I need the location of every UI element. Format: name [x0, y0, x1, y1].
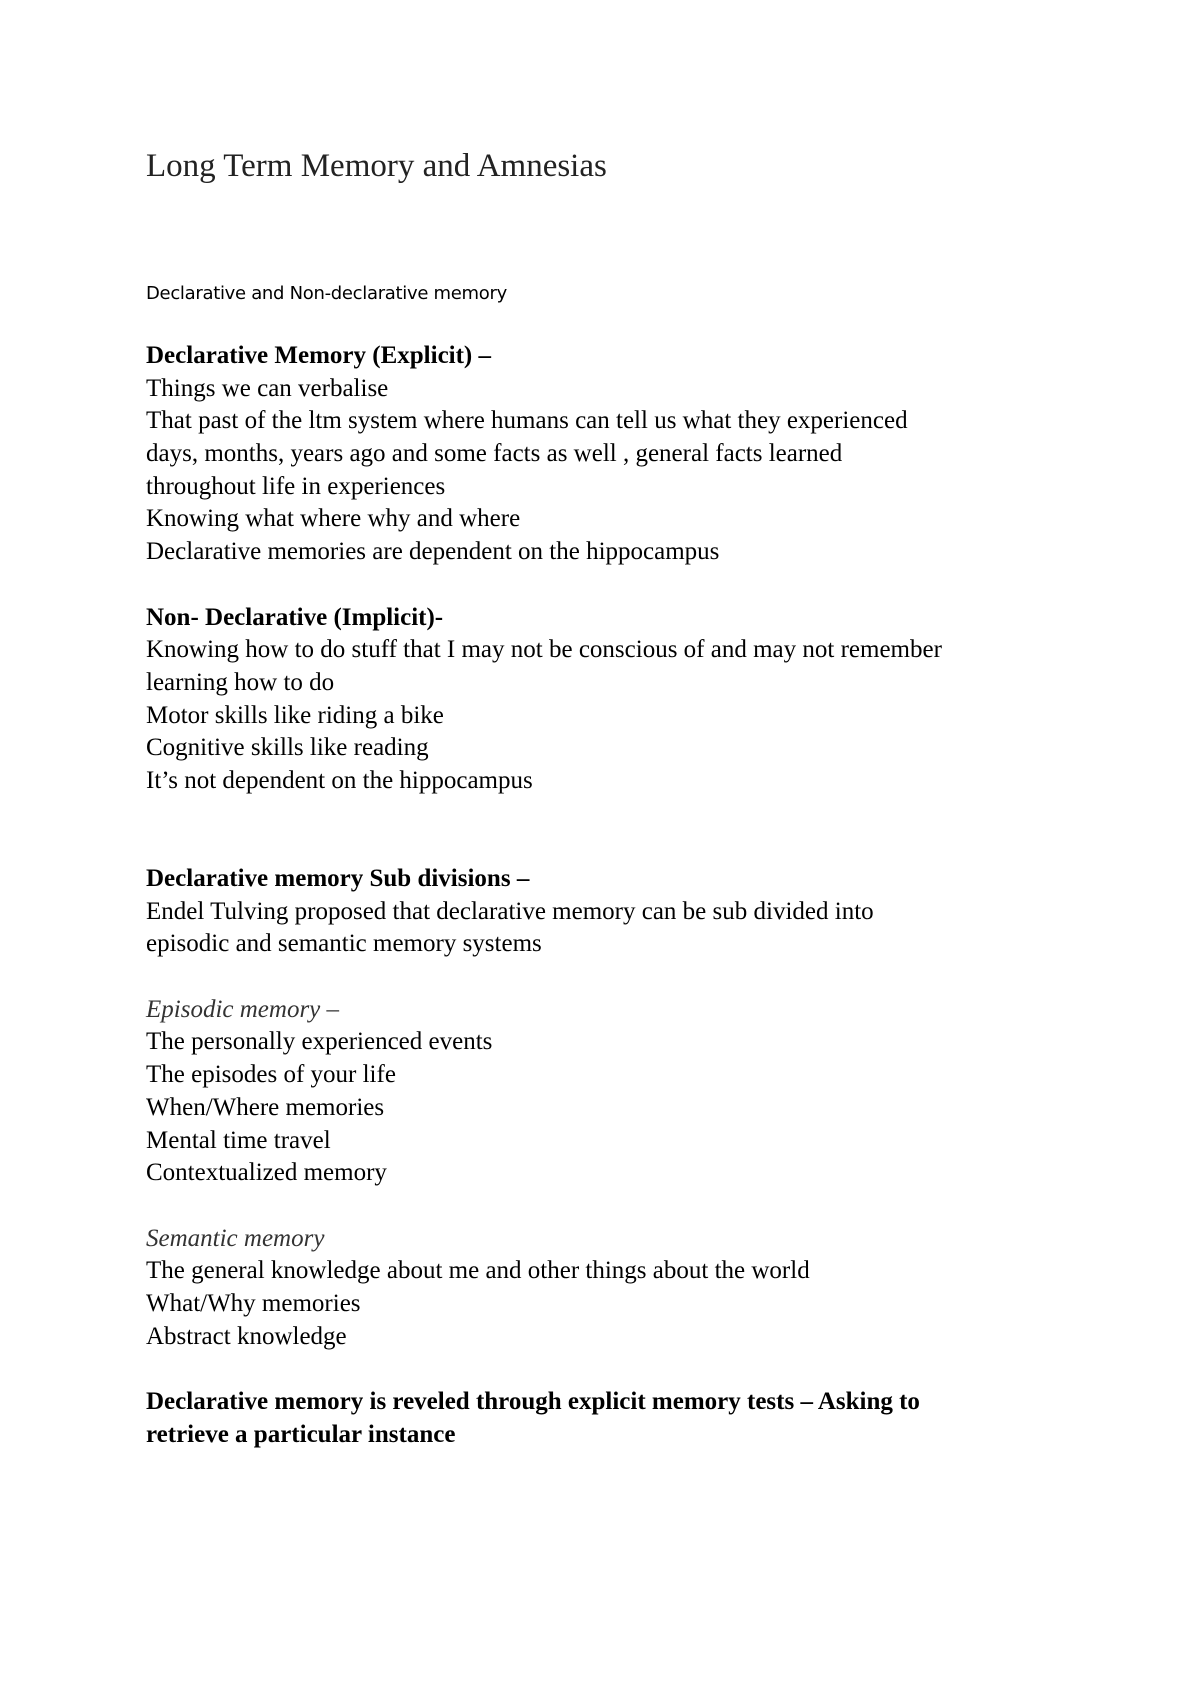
declarative-line: Things we can verbalise: [146, 374, 389, 402]
declarative-line: throughout life in experiences: [146, 472, 446, 500]
non-declarative-line: Cognitive skills like reading: [146, 734, 429, 762]
subdivisions-line: Endel Tulving proposed that declarative memory can be sub divided into: [146, 897, 874, 925]
non-declarative-line: Knowing how to do stuff that I may not be conscious of and may not remember: [146, 636, 942, 664]
document-body: [146, 340, 942, 1451]
semantic-heading: Semantic memory: [146, 1224, 325, 1252]
declarative-line: Declarative memories are dependent on the hippocampus: [146, 538, 720, 566]
conclusion-line: retrieve a particular instance: [146, 1420, 456, 1448]
spacer: [146, 569, 942, 602]
document-subtitle: Declarative and Non-declarative memory: [146, 283, 507, 304]
declarative-line: That past of the ltm system where humans can tell us what they experienced: [146, 407, 908, 435]
semantic-line: The general knowledge about me and other things about the world: [146, 1257, 810, 1285]
episodic-line: The episodes of your life: [146, 1061, 396, 1089]
semantic-line: Abstract knowledge: [146, 1322, 347, 1350]
document-title: Long Term Memory and Amnesias: [146, 148, 607, 184]
episodic-line: The personally experienced events: [146, 1028, 493, 1056]
spacer: [146, 1353, 942, 1386]
declarative-heading: Declarative Memory (Explicit) –: [146, 342, 492, 369]
episodic-line: When/Where memories: [146, 1093, 385, 1121]
spacer: [146, 1190, 942, 1223]
semantic-line: What/Why memories: [146, 1289, 361, 1317]
episodic-heading: Episodic memory –: [146, 995, 340, 1023]
conclusion-line: Declarative memory is reveled through explicit memory tests – Asking to: [146, 1388, 920, 1416]
subdivisions-heading: Declarative memory Sub divisions –: [146, 865, 530, 893]
declarative-line: days, months, years ago and some facts as well , general facts learned: [146, 440, 843, 468]
non-declarative-line: It’s not dependent on the hippocampus: [146, 766, 533, 794]
non-declarative-heading: Non- Declarative (Implicit)-: [146, 603, 444, 631]
episodic-line: Contextualized memory: [146, 1159, 387, 1187]
non-declarative-line: Motor skills like riding a bike: [146, 701, 444, 729]
spacer: [146, 961, 942, 994]
subdivisions-line: episodic and semantic memory systems: [146, 930, 542, 958]
spacer: [146, 798, 942, 863]
episodic-line: Mental time travel: [146, 1126, 331, 1154]
declarative-line: Knowing what where why and where: [146, 505, 521, 533]
non-declarative-line: learning how to do: [146, 668, 335, 696]
